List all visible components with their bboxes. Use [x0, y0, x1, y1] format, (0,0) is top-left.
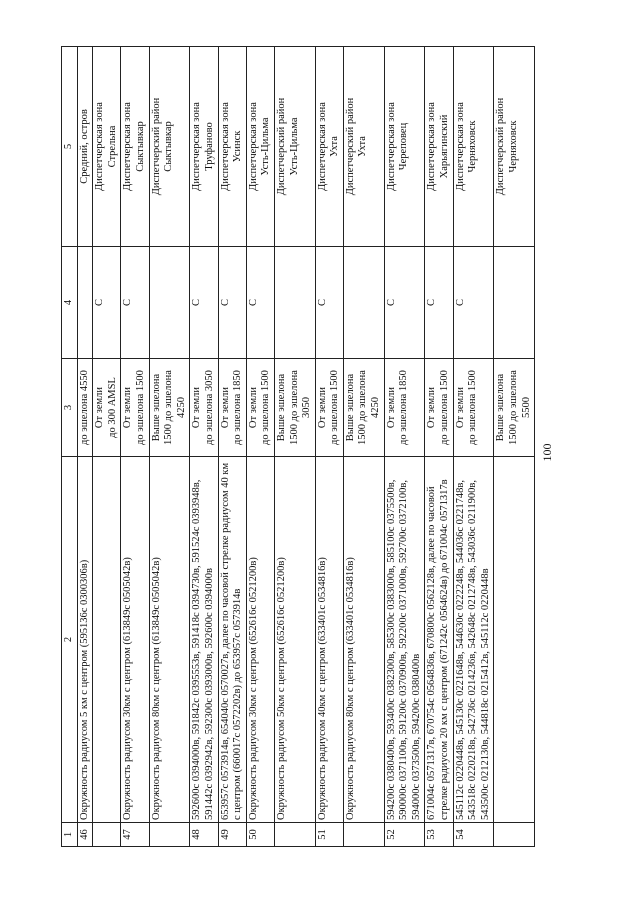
zone-name-line: Череповец [398, 122, 410, 171]
vertical-limits [425, 359, 453, 457]
zone-name [384, 47, 425, 247]
vertical-limit-line: 1500 до эшелона [357, 370, 369, 445]
vertical-limit-line: От земли [454, 386, 466, 429]
vertical-limit-line: 5500 [520, 397, 532, 418]
vertical-limits [121, 359, 149, 457]
table-row [246, 47, 274, 847]
zone-name-line: Усть-Цильма [260, 117, 272, 176]
row-number: 46 [77, 823, 93, 847]
vertical-limit-line: От земли [191, 386, 203, 429]
zone-name [425, 47, 453, 247]
vertical-limit-line: От земли [316, 386, 328, 429]
row-number: 50 [246, 823, 274, 847]
zone-name-line: Диспетчерская зона [247, 102, 259, 191]
vertical-limit-line: до эшелона 1500 [439, 370, 451, 445]
vertical-limit-line: 1500 до эшелона [288, 370, 300, 445]
vertical-limits [315, 359, 343, 457]
zone-name [218, 47, 246, 247]
vertical-limits [494, 359, 535, 457]
vertical-limit-line: до эшелона 1850 [398, 370, 410, 445]
vertical-limit-line: Выше эшелона [344, 373, 356, 442]
zone-name [343, 47, 384, 247]
row-number [494, 823, 535, 847]
table-row [190, 47, 218, 847]
vertical-limit-line: От земли [247, 386, 259, 429]
table-row [453, 47, 494, 847]
vertical-limits [93, 359, 121, 457]
zone-name [77, 47, 93, 247]
vertical-limit-line: до эшелона 1500 [134, 370, 146, 445]
vertical-limits [343, 359, 384, 457]
zone-name [93, 47, 121, 247]
zone-name-line: Сыктывкар [134, 121, 146, 172]
vertical-limit-line: 4250 [370, 397, 382, 418]
zone-name-line: Усть-Цильма [288, 117, 300, 176]
vertical-limit-line: Выше эшелона [275, 373, 287, 442]
zone-name-line: Сыктывкар [163, 121, 175, 172]
vertical-limit-line: 4250 [175, 397, 187, 418]
vertical-limit-line: до эшелона 1500 [467, 370, 479, 445]
boundary-description: Окружность радиусом 40км с центром (633401с 0534816в) [315, 457, 343, 823]
zone-name-line: Диспетчерская зона [426, 102, 438, 191]
row-number: 48 [190, 823, 218, 847]
boundary-description: 653957с 0573914в, 654040с 0570027в, далее по часовой стрелке радиусом 40 км с центром (660017с 0572202в) до 653957с 0573914в [218, 457, 246, 823]
table-row [93, 47, 121, 847]
vertical-limit-line: От земли [94, 386, 106, 429]
table-row [274, 47, 315, 847]
boundary-description: Окружность радиусом 50км с центром (652616с 0521200в) [274, 457, 315, 823]
zone-name-line: Диспетчерская зона [94, 102, 106, 191]
vertical-limit-line: От земли [426, 386, 438, 429]
table-row [149, 47, 190, 847]
table-row [384, 47, 425, 847]
zone-name [453, 47, 494, 247]
row-number: 53 [425, 823, 453, 847]
vertical-limit-line: Выше эшелона [150, 373, 162, 442]
zone-name-line: Диспетчерская зона [191, 102, 203, 191]
zone-name-line: Стрельна [106, 125, 118, 168]
row-number: 54 [453, 823, 494, 847]
vertical-limits [384, 359, 425, 457]
boundary-description: 592600с 0394000в, 591842с 0395553в, 591418с 0394730в, 591524с 0393948в, 591442с 0392942в, 592300с 0393000в, 592600с 0394000в [190, 457, 218, 823]
row-number [93, 823, 121, 847]
zone-name-line: Ухта [357, 136, 369, 157]
zone-name [274, 47, 315, 247]
table-row [494, 47, 535, 847]
airspace-class: C [121, 247, 149, 359]
table-row [218, 47, 246, 847]
vertical-limits [218, 359, 246, 457]
boundary-description: Окружность радиусом 80км с центром (613849с 0505042в) [149, 457, 190, 823]
table-row [315, 47, 343, 847]
airspace-class: C [453, 247, 494, 359]
boundary-description [93, 457, 121, 823]
zone-name-line: Харьягинский [439, 114, 451, 179]
boundary-description: Окружность радиусом 80км с центром (633401с 0534816в) [343, 457, 384, 823]
row-number: 51 [315, 823, 343, 847]
row-number [149, 823, 190, 847]
zone-name-line: Диспетчерский район [344, 97, 356, 196]
vertical-limit-line: От земли [122, 386, 134, 429]
boundary-description: 671004с 0571317в, 670754с 0564836в, 670800с 0562128в, далее по часовой стрелке радиусом 20 км с центром (671242с 0564624в) до 671004с 0571317в [425, 457, 453, 823]
boundary-description: Окружность радиусом 30км с центром (652616с 0521200в) [246, 457, 274, 823]
row-number [274, 823, 315, 847]
vertical-limit-line: до эшелона 1500 [329, 370, 341, 445]
airspace-class [77, 247, 93, 359]
airspace-class: C [384, 247, 425, 359]
airspace-class: C [315, 247, 343, 359]
table-row [121, 47, 149, 847]
airspace-class [494, 247, 535, 359]
vertical-limit-line: до эшелона 1850 [232, 370, 244, 445]
boundary-description: Окружность радиусом 5 км с центром (595136с 0300306в) [77, 457, 93, 823]
zone-name-line: Диспетчерский район [495, 97, 507, 196]
zone-name-line: Диспетчерская зона [454, 102, 466, 191]
airspace-class [343, 247, 384, 359]
zone-name-line: Черняховск [508, 120, 519, 173]
zone-name [315, 47, 343, 247]
row-number: 49 [218, 823, 246, 847]
boundary-description: Окружность радиусом 30км с центром (613849с 0505042в) [121, 457, 149, 823]
header-row [62, 47, 78, 847]
zone-name [246, 47, 274, 247]
airspace-class: C [190, 247, 218, 359]
vertical-limit-line: 3050 [301, 397, 313, 418]
row-number: 47 [121, 823, 149, 847]
zone-name [494, 47, 535, 247]
vertical-limit-line: до эшелона 4550 [78, 370, 90, 445]
vertical-limits [149, 359, 190, 457]
vertical-limit-line: до эшелона 1500 [260, 370, 272, 445]
vertical-limit-line: От земли [385, 386, 397, 429]
zone-name-line: Диспетчерская зона [219, 102, 231, 191]
boundary-description [494, 457, 535, 823]
zone-name-line: Диспетчерская зона [122, 102, 134, 191]
airspace-class: C [93, 247, 121, 359]
zone-name-line: Диспетчерский район [150, 97, 162, 196]
vertical-limits [77, 359, 93, 457]
zone-name-line: Труфаново [203, 122, 215, 171]
zone-name-line: Усинск [232, 130, 244, 163]
page-number: 100 [540, 443, 554, 462]
zone-name-line: Средний, остров [78, 109, 90, 184]
column-header: 2 [62, 457, 78, 823]
airspace-class: C [246, 247, 274, 359]
table-row [343, 47, 384, 847]
column-header: 4 [62, 247, 78, 359]
vertical-limit-line: От земли [219, 386, 231, 429]
zone-name [149, 47, 190, 247]
vertical-limits [274, 359, 315, 457]
column-header: 5 [62, 47, 78, 247]
zone-name-line: Черняховск [467, 120, 479, 173]
vertical-limit-line: 1500 до эшелона [163, 370, 175, 445]
zone-name-line: Диспетчерская зона [385, 102, 397, 191]
row-number [343, 823, 384, 847]
boundary-description: 545112с 0220448в, 545130с 0221648в, 544630с 0222248в, 544036с 0221748в, 543518с 0220218в, 542736с 0214236в, 542648с 0212748в, 543036с 0211900в, 543500с 0212130в, 544818с 0215412в, 545112с 0220448в [453, 457, 494, 823]
airspace-class: C [425, 247, 453, 359]
zone-name-line: Диспетчерская зона [316, 102, 328, 191]
vertical-limit-line: до эшелона 3050 [203, 370, 215, 445]
table-body [77, 47, 535, 847]
vertical-limit-line: до 300 AMSL [106, 377, 118, 438]
table-row [77, 47, 93, 847]
zone-name-line: Ухта [329, 136, 341, 157]
table-row [425, 47, 453, 847]
row-number: 52 [384, 823, 425, 847]
airspace-class [274, 247, 315, 359]
boundary-description: 594200с 0380400в, 593400с 0382300в, 585300с 0383000в, 585100с 0375500в, 590000с 0371100в, 591200с 0370900в, 592200с 0371000в, 592700с 0372100в, 594000с 0373500в, 594200с 0380400в [384, 457, 425, 823]
column-header: 3 [62, 359, 78, 457]
vertical-limit-line: 1500 до эшелона [508, 370, 519, 445]
airspace-class [149, 247, 190, 359]
airspace-table [61, 46, 535, 847]
vertical-limits [246, 359, 274, 457]
vertical-limits [453, 359, 494, 457]
zone-name-line: Диспетчерский район [275, 97, 287, 196]
zone-name [121, 47, 149, 247]
zone-name [190, 47, 218, 247]
vertical-limit-line: Выше эшелона [495, 373, 507, 442]
vertical-limits [190, 359, 218, 457]
airspace-class: C [218, 247, 246, 359]
column-header: 1 [62, 823, 78, 847]
